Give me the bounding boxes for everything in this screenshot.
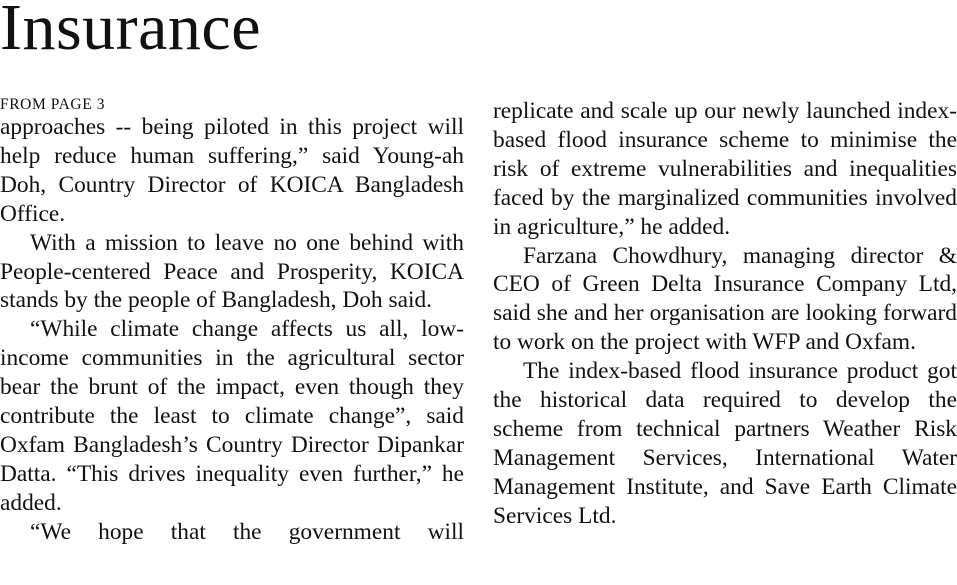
paragraph-koica-mission: With a mission to leave no one behind with People-centered Peace and Prosperity, KOICA stands by the people of Bangladesh, Doh said. (0, 229, 464, 314)
article-headline: Insurance (0, 0, 262, 64)
paragraph-government-hope: “We hope that the government will (30, 518, 464, 545)
article-column-left (0, 97, 464, 547)
article-column-right (493, 97, 957, 531)
paragraph-green-delta: Farzana Chowdhury, managing director & CEO of Green Delta Insurance Company Ltd, said she and her organisation are looking forward to work on the project with WFP and Oxfam. (493, 242, 957, 356)
paragraph-scheme-continued: replicate and scale up our newly launched index-based flood insurance scheme to minimise the risk of extreme vulnerabilities and inequalities faced by the marginalized communities involved in agriculture,” he added. (493, 98, 957, 240)
paragraph-technical-partners: The index-based flood insurance product got the historical data required to develop the scheme from technical partners Weather Risk Management Services, International Water Management Institute, and Save Earth Climate Services Ltd. (493, 358, 957, 529)
paragraph-oxfam-quote: “While climate change affects us all, low-income communities in the agricultural sector bear the brunt of the impact, even though they contribute the least to climate change”, said Oxfam Bangladesh’s Country Director Dipankar Datta. “This drives inequality even further,” he added. (0, 316, 464, 516)
paragraph-continued-quote: approaches -- being piloted in this project will help reduce human suffering,” said Young-ah Doh, Country Director of KOICA Bangladesh Office. (0, 114, 464, 227)
jump-line: FROM PAGE 3 (0, 96, 106, 113)
